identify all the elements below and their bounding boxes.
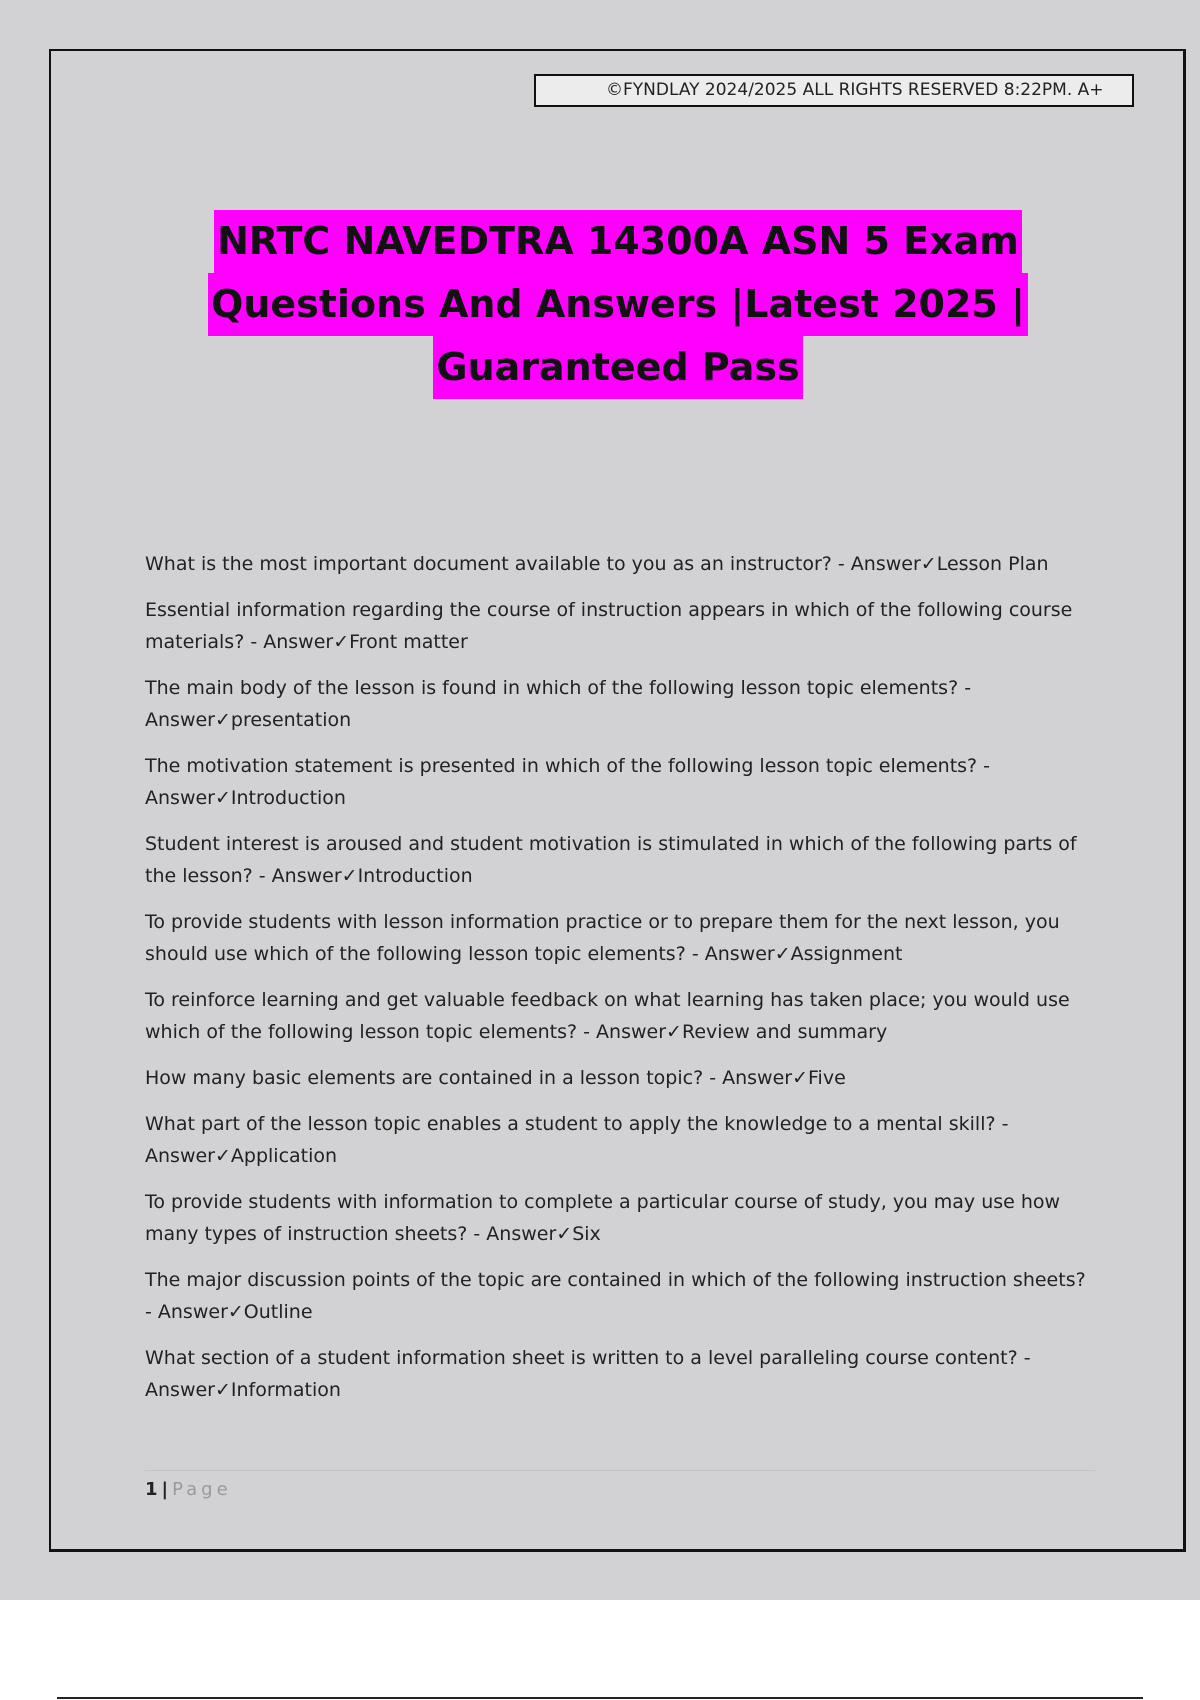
bottom-divider	[57, 1697, 1143, 1699]
qa-question: Student interest is aroused and student motivation is stimulated in which of the following parts of the lesson? - Answer✓	[145, 833, 1077, 887]
qa-item	[145, 548, 1095, 580]
qa-answer: Assignment	[790, 943, 903, 965]
qa-answer: Application	[230, 1145, 338, 1167]
qa-item	[145, 906, 1095, 970]
qa-item	[145, 1264, 1095, 1328]
qa-question: How many basic elements are contained in a lesson topic? - Answer✓	[145, 1067, 808, 1089]
qa-answer: Six	[572, 1223, 601, 1245]
title-line-3: Guaranteed Pass	[433, 336, 802, 399]
qa-answer: Five	[808, 1067, 846, 1089]
qa-list	[145, 548, 1095, 1420]
document-title	[170, 210, 1066, 399]
qa-answer: Introduction	[357, 865, 473, 887]
qa-answer: Information	[230, 1379, 341, 1401]
qa-item	[145, 984, 1095, 1048]
qa-item	[145, 672, 1095, 736]
page-footer	[145, 1470, 1095, 1503]
qa-item	[145, 750, 1095, 814]
qa-question: The motivation statement is presented in which of the following lesson topic elements? - Answer✓	[145, 755, 991, 809]
qa-answer: Front matter	[349, 631, 468, 653]
title-line-2: Questions And Answers |Latest 2025 |	[208, 273, 1028, 336]
page-number: 1	[145, 1479, 158, 1500]
qa-answer: Outline	[243, 1301, 313, 1323]
qa-item	[145, 1342, 1095, 1406]
qa-question: Essential information regarding the course of instruction appears in which of the following course materials? - Answer✓	[145, 599, 1073, 653]
qa-question: What part of the lesson topic enables a student to apply the knowledge to a mental skill? - Answer✓	[145, 1113, 1009, 1167]
qa-answer: presentation	[230, 709, 352, 731]
qa-question: To reinforce learning and get valuable feedback on what learning has taken place; you would use which of the following lesson topic elements? - Answer✓	[145, 989, 1070, 1043]
qa-item	[145, 594, 1095, 658]
qa-item	[145, 1108, 1095, 1172]
qa-answer: Lesson Plan	[936, 553, 1049, 575]
qa-question: The major discussion points of the topic are contained in which of the following instruction sheets? - Answer✓	[145, 1269, 1086, 1323]
page-separator: |	[161, 1479, 169, 1500]
qa-answer: Review and summary	[681, 1021, 888, 1043]
qa-question: To provide students with information to complete a particular course of study, you may use how many types of instruction sheets? - Answer✓	[145, 1191, 1061, 1245]
page-label: Page	[172, 1479, 232, 1500]
qa-item	[145, 828, 1095, 892]
qa-item	[145, 1062, 1095, 1094]
copyright-text: ©FYNDLAY 2024/2025 ALL RIGHTS RESERVED 8:22PM. A+	[606, 80, 1104, 100]
qa-question: What section of a student information sheet is written to a level paralleling course content? - Answer✓	[145, 1347, 1031, 1401]
qa-item	[145, 1186, 1095, 1250]
qa-question: To provide students with lesson information practice or to prepare them for the next lesson, you should use which of the following lesson topic elements? - Answer✓	[145, 911, 1060, 965]
copyright-banner	[534, 74, 1134, 107]
qa-question: What is the most important document available to you as an instructor? - Answer✓	[145, 553, 937, 575]
title-line-1: NRTC NAVEDTRA 14300A ASN 5 Exam	[214, 210, 1022, 273]
qa-question: The main body of the lesson is found in which of the following lesson topic elements? - Answer✓	[145, 677, 972, 731]
qa-answer: Introduction	[230, 787, 346, 809]
